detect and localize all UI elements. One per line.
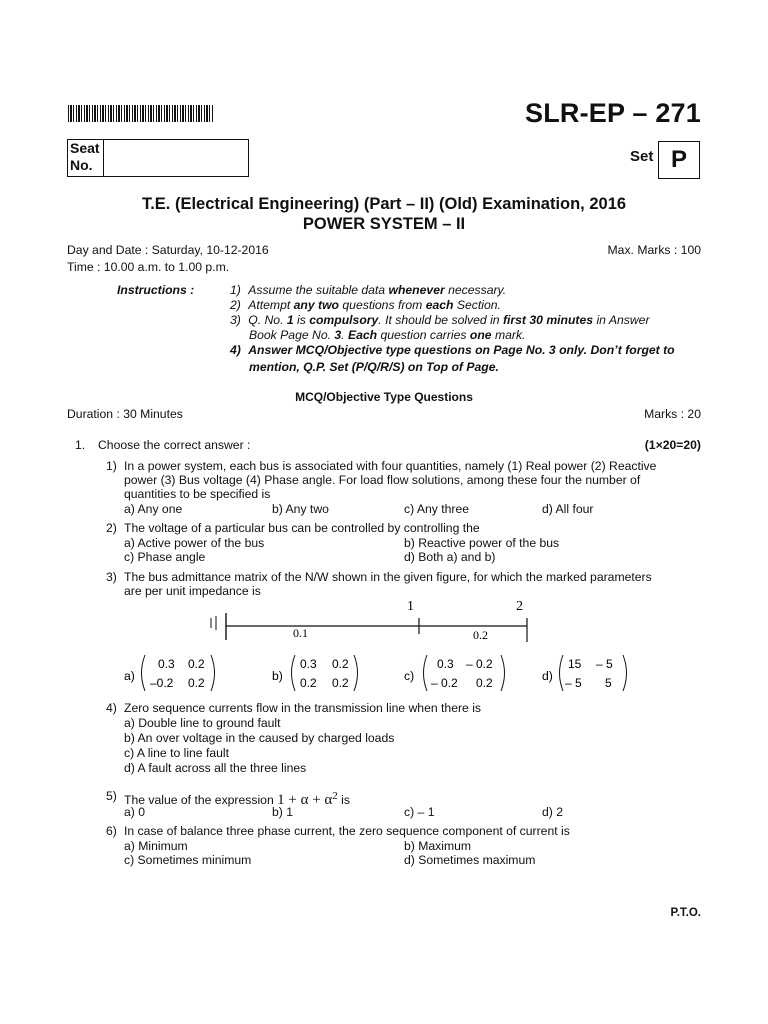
seat-number-box (67, 139, 249, 177)
option-label: a) (124, 669, 135, 683)
matrix-cell: 0.3 (437, 657, 454, 671)
q3-number: 3) (106, 570, 117, 584)
instruction-emph: Each (347, 328, 378, 342)
q5-option-a: a) 0 (124, 805, 146, 819)
instruction-1 (230, 283, 506, 298)
matrix-cell: 0.3 (158, 657, 175, 671)
exam-title: T.E. (Electrical Engineering) (Part – II) (Old) Examination, 2016 (141, 195, 627, 213)
option-label: c) (404, 669, 415, 683)
paper-code: SLR-EP – 271 (525, 98, 701, 128)
matrix-cell: – 0.2 (466, 657, 493, 671)
instruction-text: . It should be solved in (378, 313, 503, 327)
matrix-cell: 0.2 (188, 657, 205, 671)
q1-number: 1) (106, 459, 117, 473)
instruction-emph: compulsory (309, 313, 379, 327)
right-paren (623, 655, 627, 691)
instruction-emph: any two (293, 298, 339, 312)
question-instruction: Choose the correct answer : (98, 438, 251, 452)
instruction-3-cont (249, 328, 525, 343)
mcq-marks: Marks : 20 (644, 407, 701, 421)
q2-text: The voltage of a particular bus can be controlled by controlling the (124, 521, 480, 535)
right-paren (211, 655, 215, 691)
instruction-emph: each (425, 298, 454, 312)
q1-text-line3: quantities to be specified is (124, 487, 271, 501)
q1-text-line1: In a power system, each bus is associated with four quantities, namely (1) Real power (2) Reactive (124, 459, 657, 473)
q2-option-d: d) Both a) and b) (404, 550, 496, 564)
instruction-text: mark. (491, 328, 526, 342)
instruction-text: Answer MCQ/Objective type questions on Page No. 3 only. Don’t forget to (248, 343, 675, 357)
instruction-text: Attempt (248, 298, 294, 312)
instruction-num: 1) (230, 283, 241, 297)
instruction-3 (230, 313, 650, 328)
left-paren (560, 655, 564, 691)
instruction-4 (230, 343, 675, 358)
instruction-num: 4) (230, 343, 241, 357)
seat-label-line1: Seat (70, 140, 100, 156)
q5-option-b: b) 1 (272, 805, 294, 819)
matrix-cell: 15 (568, 657, 582, 671)
q4-option-a: a) Double line to ground fault (124, 716, 281, 730)
q6-option-b: b) Maximum (404, 839, 472, 853)
left-paren (142, 655, 146, 691)
set-value-box: P (658, 141, 700, 179)
matrix-cell: 5 (605, 676, 612, 690)
page-turn-note: P.T.O. (670, 907, 701, 919)
instruction-text: necessary. (444, 283, 507, 297)
q5-expression: 1 + α + α (277, 792, 333, 809)
instruction-text: Book Page No. (249, 328, 335, 342)
q4-text: Zero sequence currents flow in the transmission line when there is (124, 701, 481, 715)
instruction-text: in Answer (593, 313, 650, 327)
instruction-text: is (293, 313, 310, 327)
matrix-cell: – 0.2 (431, 676, 458, 690)
q1-option-c: c) Any three (404, 502, 470, 516)
q6-option-d: d) Sometimes maximum (404, 853, 536, 867)
q6-option-c: c) Sometimes minimum (124, 853, 252, 867)
q6-text: In case of balance three phase current, the zero sequence component of current is (124, 824, 570, 838)
q4-option-b: b) An over voltage in the caused by charged loads (124, 731, 395, 745)
option-label: b) (272, 669, 283, 683)
instruction-text: Q. No. (248, 313, 287, 327)
question-number: 1. (75, 438, 86, 452)
q3-option-d (538, 652, 638, 694)
max-marks: Max. Marks : 100 (607, 243, 701, 257)
instruction-text: questions from (339, 298, 426, 312)
instruction-emph: one (469, 328, 492, 342)
question-marks: (1×20=20) (644, 438, 701, 452)
matrix-cell: – 5 (565, 676, 582, 690)
instructions-label: Instructions : (117, 283, 195, 297)
q2-option-b: b) Reactive power of the bus (404, 536, 560, 550)
matrix-cell: 0.2 (476, 676, 493, 690)
q3-option-a (120, 652, 230, 694)
instruction-emph: 1 (286, 313, 294, 327)
q4-number: 4) (106, 701, 117, 715)
q6-option-a: a) Minimum (124, 839, 188, 853)
q5-option-c: c) – 1 (404, 805, 435, 819)
q1-text-line2: power (3) Bus voltage (4) Phase angle. For load flow solutions, among these four the number of (124, 473, 641, 487)
mcq-duration: Duration : 30 Minutes (67, 407, 183, 421)
option-label: d) (542, 669, 553, 683)
q2-option-c: c) Phase angle (124, 550, 206, 564)
instruction-emph: 3 (334, 328, 342, 342)
exam-time: Time : 10.00 a.m. to 1.00 p.m. (67, 260, 230, 274)
matrix-cell: 0.2 (300, 676, 317, 690)
node-2-label: 2 (516, 599, 523, 614)
q5-option-d: d) 2 (542, 805, 564, 819)
q1-option-d: d) All four (542, 502, 594, 516)
matrix-cell: 0.2 (332, 676, 349, 690)
seat-number-label (68, 140, 104, 176)
instruction-4-cont: mention, Q.P. Set (P/Q/R/S) on Top of Page. (249, 360, 499, 374)
q5-text-pre: The value of the expression (124, 793, 278, 808)
set-label: Set (630, 148, 654, 165)
matrix-cell: – 5 (596, 657, 613, 671)
q1-option-b: b) Any two (272, 502, 329, 516)
matrix-cell: 0.2 (332, 657, 349, 671)
instruction-text: . (341, 328, 348, 342)
mcq-heading: MCQ/Objective Type Questions (295, 390, 473, 404)
node-1-label: 1 (407, 599, 414, 614)
network-diagram (205, 596, 545, 644)
instruction-emph: whenever (388, 283, 445, 297)
q2-number: 2) (106, 521, 117, 535)
matrix-cell: –0.2 (150, 676, 174, 690)
instruction-text: Section. (453, 298, 501, 312)
instruction-num: 3) (230, 313, 241, 327)
instruction-num: 2) (230, 298, 241, 312)
matrix-cell: 0.3 (300, 657, 317, 671)
subject-title: POWER SYSTEM – II (302, 215, 466, 233)
q2-option-a: a) Active power of the bus (124, 536, 265, 550)
left-paren (424, 655, 428, 691)
q5-exponent: 2 (332, 790, 338, 802)
instruction-emph: first 30 minutes (502, 313, 594, 327)
barcode (68, 105, 213, 122)
instruction-text: Assume the suitable data (248, 283, 389, 297)
impedance-2-label: 0.2 (473, 628, 488, 642)
impedance-1-label: 0.1 (293, 626, 308, 640)
q3-text-line2: are per unit impedance is (124, 584, 261, 598)
q4-option-c: c) A line to line fault (124, 746, 230, 760)
instruction-text: question carries (377, 328, 470, 342)
q3-text-line1: The bus admittance matrix of the N/W shown in the given figure, for which the marked parameters (124, 570, 652, 584)
q5-text-post: is (337, 793, 350, 808)
q1-option-a: a) Any one (124, 502, 183, 516)
q5-number: 5) (106, 789, 117, 803)
left-paren (292, 655, 296, 691)
q6-number: 6) (106, 824, 117, 838)
q3-option-c (400, 652, 512, 694)
instruction-2 (230, 298, 501, 313)
day-date: Day and Date : Saturday, 10-12-2016 (67, 243, 269, 257)
right-paren (354, 655, 358, 691)
right-paren (501, 655, 505, 691)
q3-option-b (268, 652, 368, 694)
q4-option-d: d) A fault across all the three lines (124, 761, 307, 775)
seat-label-line2: No. (70, 157, 93, 173)
q5-text (124, 786, 350, 810)
matrix-cell: 0.2 (188, 676, 205, 690)
